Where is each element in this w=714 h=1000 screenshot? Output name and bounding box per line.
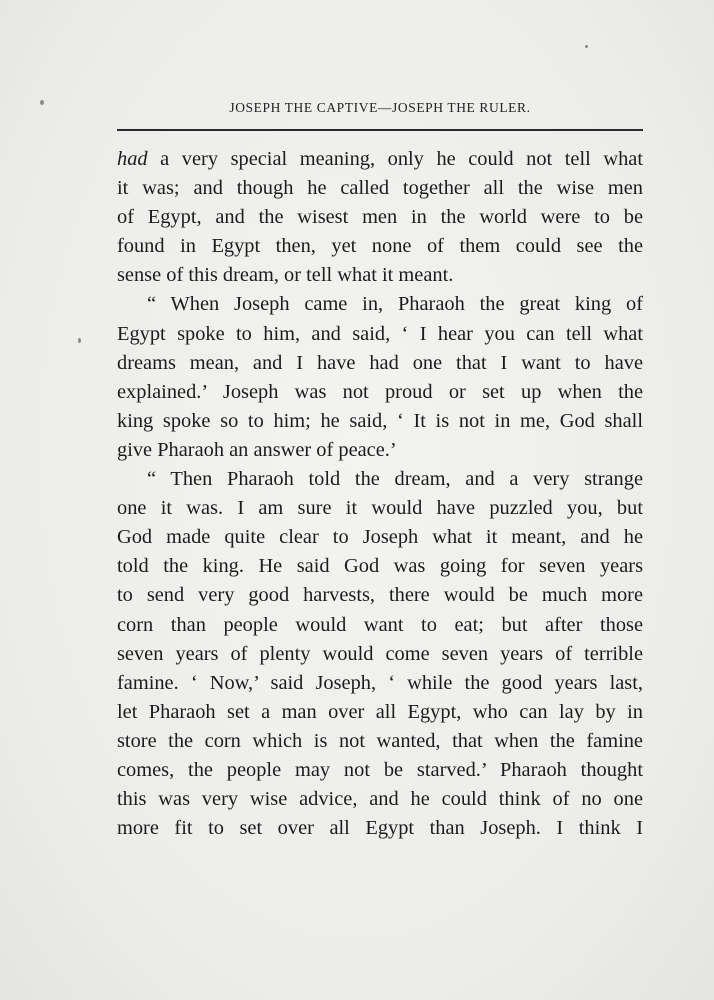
text-line: corn than people would want to eat; but after those	[117, 613, 643, 636]
header-rule	[117, 129, 643, 131]
line-text: a very special meaning, only he could not tell what	[147, 148, 643, 170]
text-line: “ Then Pharaoh told the dream, and a very strange	[147, 468, 643, 491]
text-line: “ When Joseph came in, Pharaoh the great king of	[147, 293, 643, 316]
text-line: to send very good harvests, there would be much more	[117, 584, 643, 607]
text-line: let Pharaoh set a man over all Egypt, who can lay by in	[117, 700, 643, 723]
text-line: Egypt spoke to him, and said, ‘ I hear you can tell what	[117, 322, 643, 345]
text-line: it was; and though he called together all the wise men	[117, 177, 643, 200]
text-line: one it was. I am sure it would have puzzled you, but	[117, 497, 643, 520]
text-line: told the king. He said God was going for seven years	[117, 555, 643, 578]
text-line: store the corn which is not wanted, that when the famine	[117, 729, 643, 752]
text-line: of Egypt, and the wisest men in the world were to be	[117, 206, 643, 229]
paper-speck	[585, 45, 588, 48]
paper-speck	[40, 100, 44, 105]
italic-word: had	[117, 148, 148, 170]
text-line: this was very wise advice, and he could think of no one	[117, 788, 643, 811]
text-line: comes, the people may not be starved.’ Pharaoh thought	[117, 758, 643, 781]
text-line	[117, 145, 643, 174]
paper-speck	[78, 338, 81, 343]
text-line: explained.’ Joseph was not proud or set up when the	[117, 380, 643, 403]
body-text	[117, 145, 643, 843]
text-line: seven years of plenty would come seven years of terrible	[117, 642, 643, 665]
running-head: JOSEPH THE CAPTIVE—JOSEPH THE RULER.	[229, 100, 531, 115]
text-line: king spoke so to him; he said, ‘ It is not in me, God shall	[117, 409, 643, 432]
text-line: dreams mean, and I have had one that I want to have	[117, 351, 643, 374]
text-line: God made quite clear to Joseph what it meant, and he	[117, 526, 643, 549]
text-line: sense of this dream, or tell what it meant.	[117, 264, 454, 287]
text-line: more fit to set over all Egypt than Joseph. I think I	[117, 817, 643, 840]
text-line: give Pharaoh an answer of peace.’	[117, 438, 397, 461]
text-line: famine. ‘ Now,’ said Joseph, ‘ while the good years last,	[117, 671, 643, 694]
text-line: found in Egypt then, yet none of them could see the	[117, 235, 643, 258]
